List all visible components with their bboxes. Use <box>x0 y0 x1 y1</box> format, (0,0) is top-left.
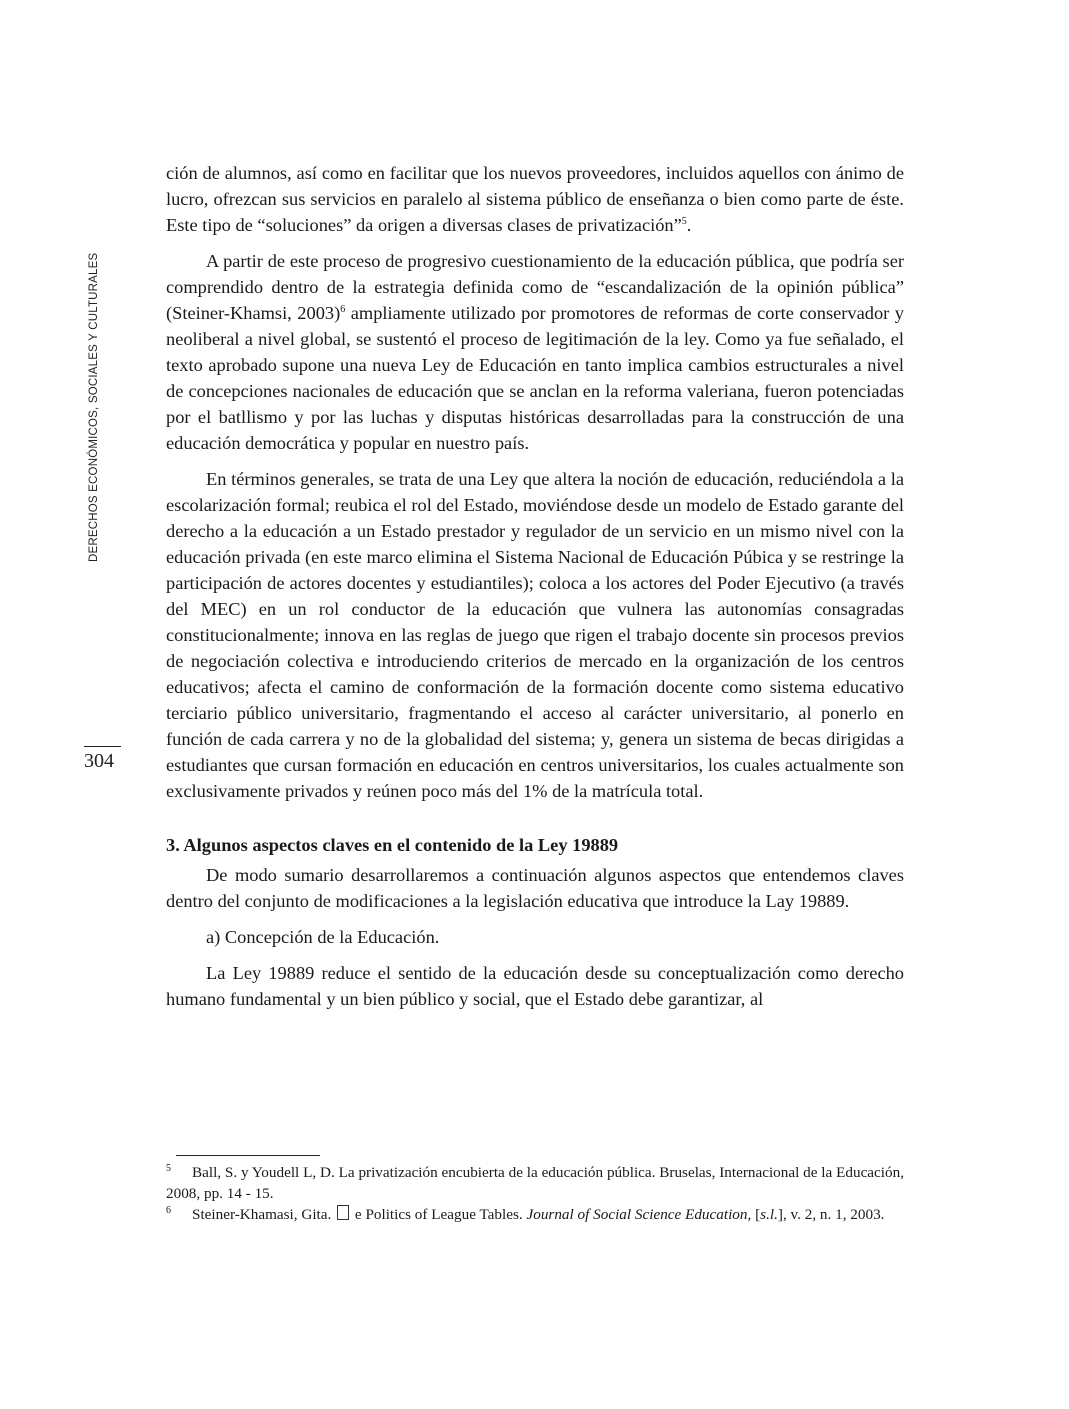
footnote-6-sine-loco: s.l. <box>760 1206 778 1223</box>
paragraph-2-text-a: A partir de este proceso de progresivo cuestionamiento de la educación pública, que podría ser comprendido dentro de la estrategia definida como de “escandalización de la opinión pública” (Steiner-Khamsi, 2003) <box>166 251 904 323</box>
footnote-5: 5 Ball, S. y Youdell L, D. La privatización encubierta de la educación pública. Bruselas, Internacional de la Educación, 2008, pp. 14 - 15. <box>166 1162 904 1202</box>
footnote-ref-5[interactable]: 5 <box>681 215 687 227</box>
paragraph-2-text-b: ampliamente utilizado por promotores de reformas de corte conservador y neoliberal a nivel global, se sustentó el proceso de legitimación de la ley. Como ya fue señalado, el texto aprobado supone una nueva Ley de Educación en tanto implica cambios estructurales a nivel de concepciones nacionales de educación que se anclan en la reforma valeriana, fueron potenciadas por el batllismo y por las luchas y disputas históricas desarrolladas para la construcción de una educación democrática y popular en nuestro país. <box>166 303 904 453</box>
section-heading: 3. Algunos aspectos claves en el contenido de la Ley 19889 <box>166 835 619 855</box>
paragraph-3: En términos generales, se trata de una Ley que altera la noción de educación, reduciéndola a la escolarización formal; reubica el rol del Estado, moviéndose desde un modelo de Estado garante del derecho a la educación a un Estado prestador y regulador de un servicio en un mismo nivel con la educación privada (en este marco elimina el Sistema Nacional de Educación Púbica y se restringe la participación de actores docentes y estudiantiles); coloca a los actores del Poder Ejecutivo (a través del MEC) en un rol conductor de la educación que vulnera las autonomías consagradas constitucionalmente; innova en las reglas de juego que rigen el trabajo docente sin procesos previos de negociación colectiva e introduciendo criterios de mercado en la organización de los centros educativos; afecta el camino de conformación de la formación docente como sistema educativo terciario público universitario, fragmentando el acceso al carácter universitario, al ponerlo en función de cada carrera y no de la globalidad del sistema; y, genera un sistema de becas dirigidas a estudiantes que cursan formación en educación en centros universitarios, los cuales actualmente son exclusivamente privados y reúnen poco más del 1% de la matrícula total. <box>166 469 904 801</box>
footnote-6-title: e Politics of League Tables. <box>351 1206 527 1223</box>
running-side-title: DERECHOS ECONÓMICOS, SOCIALES Y CULTURALES <box>88 252 100 562</box>
footnote-6-bracket-open: [ <box>751 1206 761 1223</box>
footnote-rule <box>176 1155 320 1156</box>
footnote-6-journal: Journal of Social Science Education, <box>526 1206 752 1223</box>
page-number-rule <box>84 746 121 747</box>
footnote-6: 6 Steiner-Khamasi, Gita. e Politics of League Tables. Journal of Social Science Education, [s.l.], v. 2, n. 1, 2003. <box>166 1204 885 1223</box>
paragraph-2 <box>166 248 904 456</box>
paragraph-6: La Ley 19889 reduce el sentido de la educación desde su conceptualización como derecho humano fundamental y un bien público y social, que el Estado debe garantizar, al <box>166 963 904 1009</box>
page-number: 304 <box>84 750 114 772</box>
missing-glyph-icon <box>337 1205 349 1220</box>
footnote-6-author: Steiner-Khamasi, Gita. <box>192 1206 336 1223</box>
paragraph-1 <box>166 160 904 238</box>
paragraph-1-text: ción de alumnos, así como en facilitar que los nuevos proveedores, incluidos aquellos con ánimo de lucro, ofrezcan sus servicios en paralelo al sistema público de enseñanza o bien como parte de éste. Este tipo de “soluciones” da origen a diversas clases de privatización” <box>166 163 904 235</box>
footnote-ref-6[interactable]: 6 <box>340 303 346 315</box>
footnote-6-details: ], v. 2, n. 1, 2003. <box>777 1206 885 1223</box>
paragraph-1-end: . <box>686 215 692 235</box>
footnote-5-text: Ball, S. y Youdell L, D. La privatización encubierta de la educación pública. Bruselas, Internacional de la Educación, 2008, pp. 14 - 15. <box>166 1164 904 1202</box>
paragraph-4: De modo sumario desarrollaremos a continuación algunos aspectos que entendemos claves dentro del conjunto de modificaciones a la legislación educativa que introduce la Lay 19889. <box>166 865 904 911</box>
paragraph-5: a) Concepción de la Educación. <box>206 927 440 947</box>
main-text <box>166 160 904 1022</box>
footnotes <box>166 1162 904 1225</box>
